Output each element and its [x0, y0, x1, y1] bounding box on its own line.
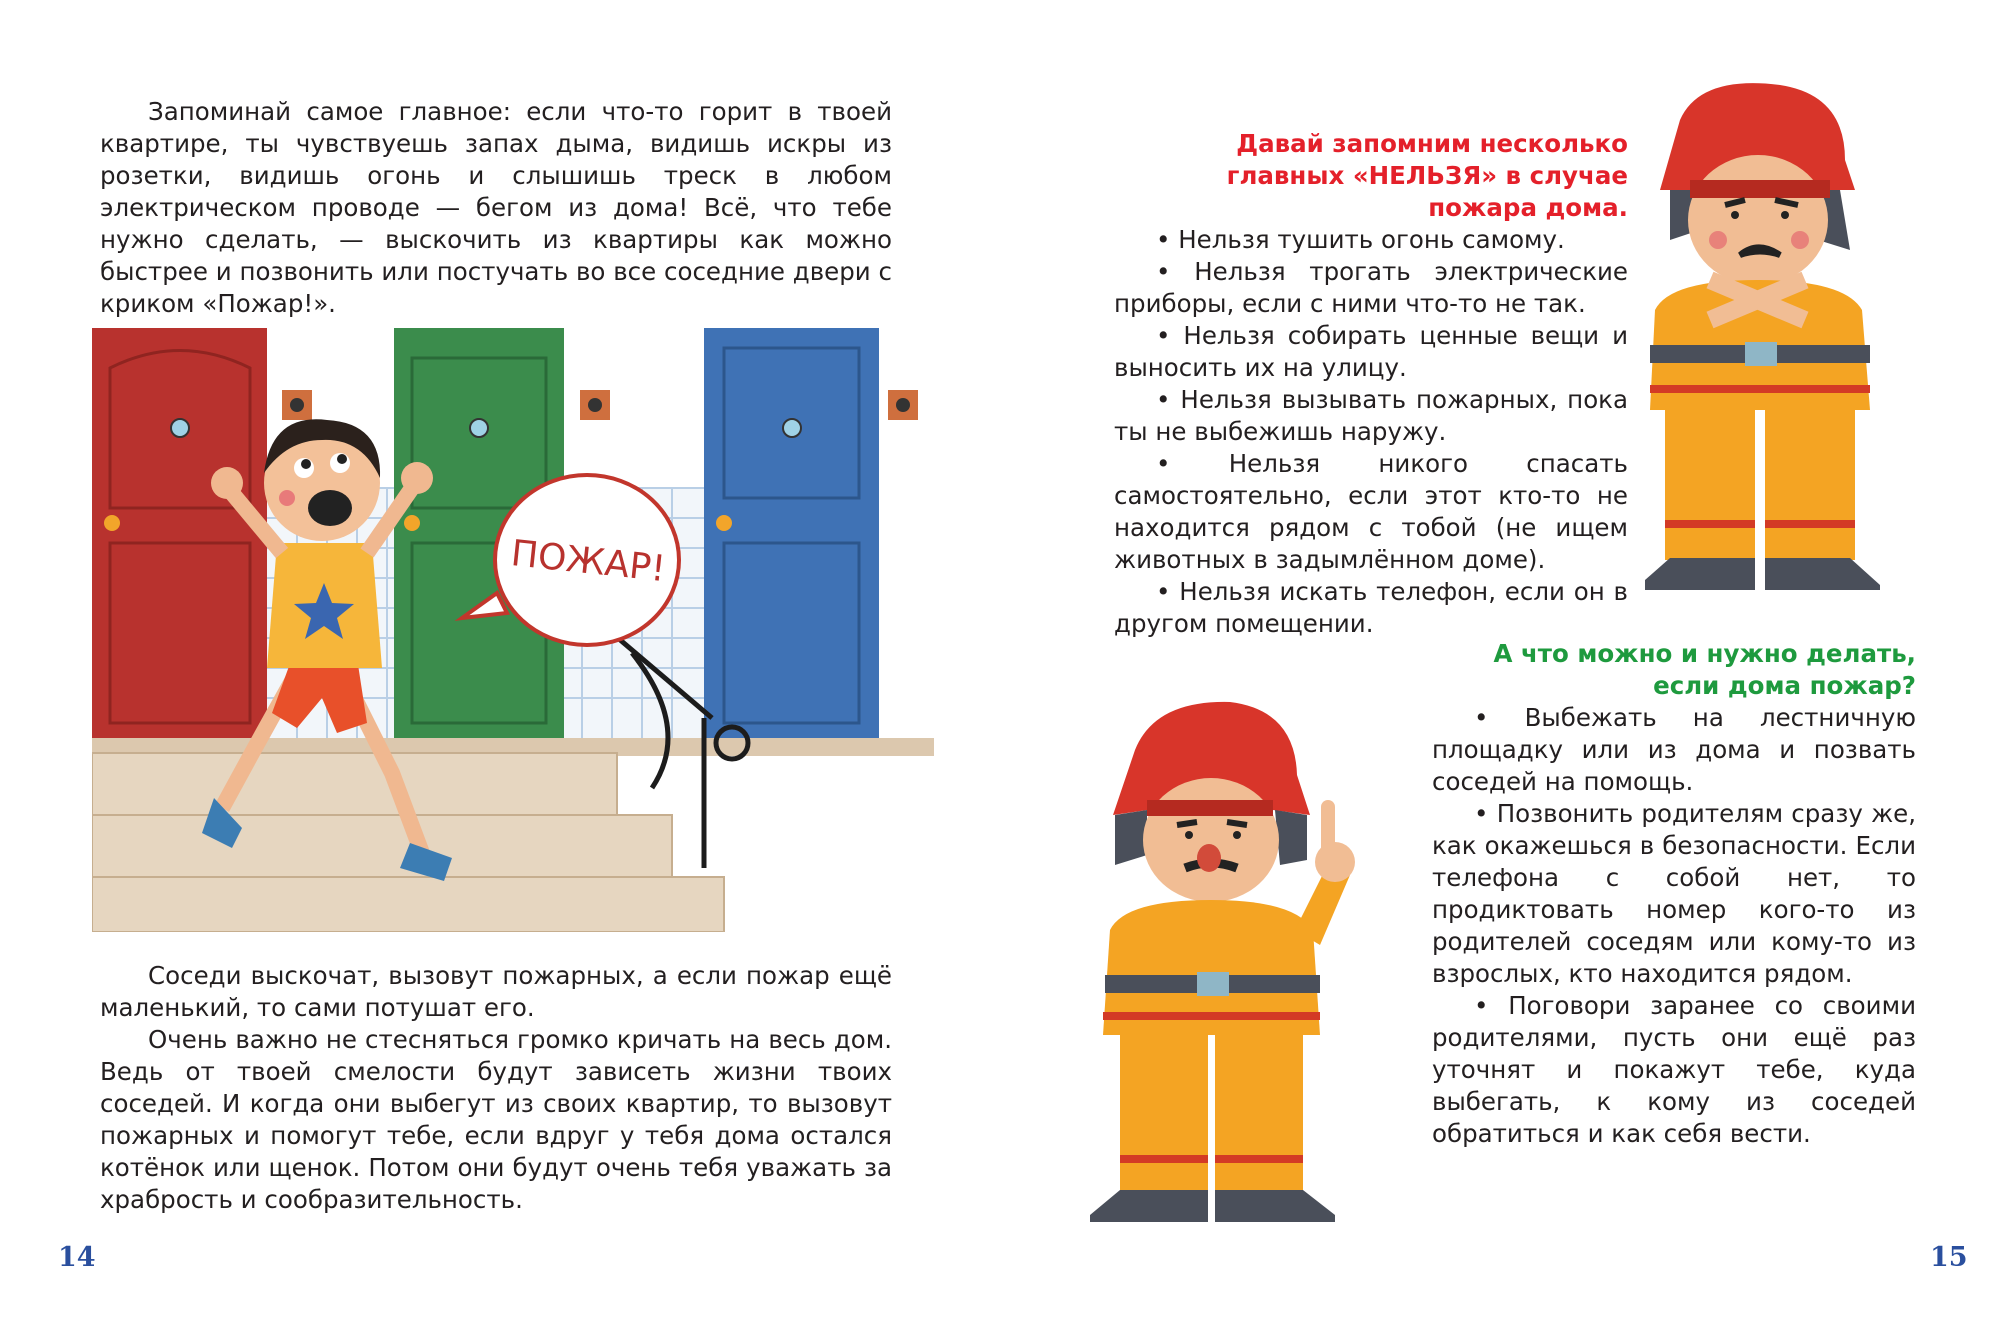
nelzya-item: • Нельзя тушить огонь самому. [1156, 225, 1565, 254]
right-page [1000, 0, 2000, 1325]
nelzya-item: • Нельзя трогать электрические приборы, если с ними что-то не так. [1114, 257, 1628, 318]
doorbell-2 [580, 390, 610, 420]
nelzya-item: • Нельзя искать телефон, если он в другом помещении. [1114, 577, 1628, 638]
speech-bubble-text: ПОЖАР! [509, 533, 668, 591]
red-door [92, 328, 267, 738]
nelzya-section [1114, 128, 1628, 640]
mozhno-item: • Позвонить родителям сразу же, как окажешься в безопасности. Если телефона с собой нет, то продиктовать номер кого-то из родителей соседям или кому-то из взрослых, кто находится рядом. [1432, 799, 1916, 988]
firefighter-finger-up [1085, 690, 1395, 1230]
nelzya-item: • Нельзя никого спасать самостоятельно, если этот кто-то не находится рядом с тобой (не ищем животных в задымлённом доме). [1114, 449, 1628, 574]
doorbell-3 [888, 390, 918, 420]
nelzya-item: • Нельзя вызывать пожарных, пока ты не выбежишь наружу. [1114, 385, 1628, 446]
nelzya-title: Давай запомним несколько главных «НЕЛЬЗЯ» в случае пожара дома. [1226, 129, 1628, 222]
mozhno-item: • Поговори заранее со своими родителями, пусть они ещё раз уточнят и покажут тебе, куда выбегать, к кому из соседей обратиться и как себя вести. [1432, 991, 1916, 1148]
intro-paragraph: Запоминай самое главное: если что-то горит в твоей квартире, ты чувствуешь запах дыма, видишь искры из розетки, видишь огонь и слышишь треск в любом электрическом проводе — бегом из дома! Всё, что тебе нужно сделать, — выскочить из квартиры как можно быстрее и позвонить или постучать во все соседние двери с криком «Пожар!». [100, 97, 892, 318]
page-number-right: 15 [1930, 1242, 1968, 1273]
blue-door [704, 328, 879, 738]
illustration-doors-boy [92, 328, 934, 932]
paragraph-neighbors: Соседи выскочат, вызовут пожарных, а если пожар ещё маленький, то сами потушат его. Очень важно не стесняться громко кричать на весь дом. Ведь от твоей смелости будут зависеть жизни твоих соседей. И когда они выбегут из своих квартир, то вызовут пожарных и помогут тебе, если вдруг у тебя дома остался котёнок или щенок. Потом они будут очень тебя уважать за храбрость и сообразительность. [100, 961, 892, 1214]
doorbell-1 [282, 390, 312, 420]
mozhno-title: А что можно и нужно делать, если дома пожар? [1493, 639, 1916, 700]
mozhno-section [1432, 638, 1916, 1150]
page-number-left: 14 [58, 1242, 96, 1273]
firefighter-crossed-arms [1630, 80, 1910, 610]
nelzya-item: • Нельзя собирать ценные вещи и выносить их на улицу. [1114, 321, 1628, 382]
mozhno-item: • Выбежать на лестничную площадку или из дома и позвать соседей на помощь. [1432, 703, 1916, 796]
